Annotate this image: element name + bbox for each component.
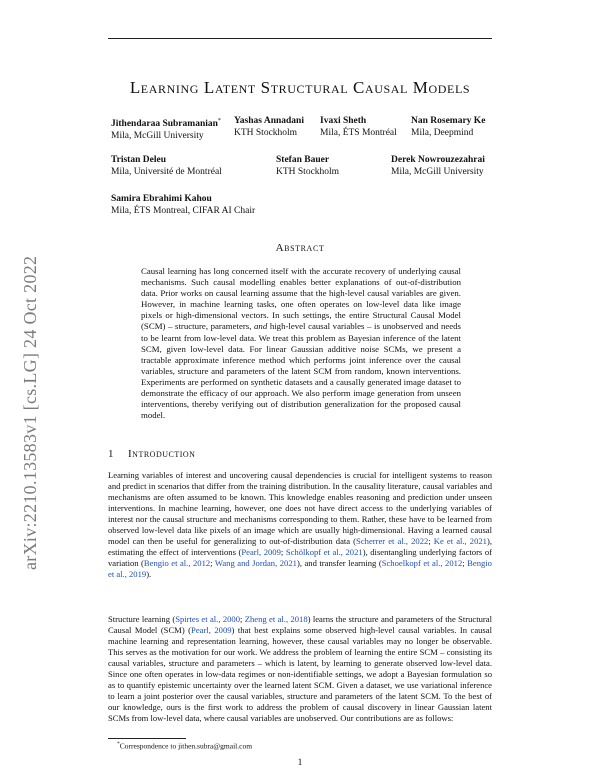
text-run: ), estimating the effect of interventions ( xyxy=(108,536,492,558)
citation-link[interactable]: Schoelkopf et al., 2012 xyxy=(381,558,463,569)
author-affiliation: Mila, McGill University xyxy=(111,131,204,142)
title-rule-top xyxy=(108,38,492,39)
footnote xyxy=(117,741,252,751)
abstract-heading: Abstract xyxy=(275,242,325,254)
text-run: ; xyxy=(210,558,215,569)
citation-link[interactable]: Wang and Jordan, 2021 xyxy=(214,558,297,569)
footnote-rule xyxy=(108,738,186,739)
section-title: Introduction xyxy=(128,448,196,460)
author-block xyxy=(111,193,255,217)
author-name: Stefan Bauer xyxy=(276,155,330,165)
text-run: Structure learning ( xyxy=(108,614,176,624)
author-block xyxy=(111,154,222,178)
abstract-part: Causal learning has long concerned itself with the accurate recovery of underlying causal mechanisms. Such causal modelling enables better explanations of out-of-distribution data. Prior works on causal learning assume that the high-level causal variables are given. However, in machine learning tasks, one often operates on low-level data like image pixels or high-dimensional vectors. In such settings, the entire Structural Causal Model (SCM) – structure, parameters, xyxy=(141,266,461,332)
intro-paragraph-2 xyxy=(108,614,492,724)
footnote-text: Correspondence to jithen.subra@gmail.com xyxy=(119,741,253,751)
author-affiliation: KTH Stockholm xyxy=(234,128,298,138)
author-name: Jithendaraa Subramanian xyxy=(111,119,218,130)
author-name: Ivaxi Sheth xyxy=(320,116,367,126)
author-name: Derek Nowrouzezahrai xyxy=(391,155,485,165)
citation-link[interactable]: Spirtes et al., 2000 xyxy=(175,614,241,624)
citation-link[interactable]: Scherrer et al., 2022 xyxy=(356,536,429,547)
intro-paragraph-1 xyxy=(108,470,492,580)
text-run: ; xyxy=(462,558,468,569)
citation-link[interactable]: Pearl, 2009 xyxy=(191,625,232,636)
citation-link[interactable]: Schölkopf et al., 2021 xyxy=(285,547,363,558)
author-block xyxy=(411,115,485,139)
author-affiliation: Mila, ÉTS Montreal, CIFAR AI Chair xyxy=(111,206,256,216)
page-number: 1 xyxy=(297,758,303,768)
author-affiliation: Mila, ÉTS Montréal xyxy=(320,128,397,138)
paper-title: Learning Latent Structural Causal Models xyxy=(129,78,471,97)
citation-link[interactable]: Pearl, 2009 xyxy=(241,547,281,558)
footnote-mark: * xyxy=(217,118,221,124)
author-block xyxy=(234,115,304,139)
footnote-mark: * xyxy=(117,741,120,747)
author-name: Samira Ebrahimi Kahou xyxy=(111,194,212,204)
text-run: ), disentangling underlying factors of variation ( xyxy=(108,547,492,569)
author-affiliation: KTH Stockholm xyxy=(276,167,340,177)
section-number: 1 xyxy=(108,448,114,460)
abstract-text xyxy=(141,266,461,421)
text-run: ; xyxy=(280,547,286,558)
author-block xyxy=(391,154,485,178)
text-run: ) learns the structure and parameters of the Structural Causal Model (SCM) ( xyxy=(108,614,492,636)
citation-link[interactable]: Zheng et al., 2018 xyxy=(244,614,308,624)
author-affiliation: Mila, Deepmind xyxy=(411,128,474,138)
text-run: Learning variables of interest and uncovering causal dependencies is crucial for intelligent systems to reason and predict in scenarios that differ from the training distribution. In the causality literature, causal variables and mechanisms are often assumed to be known. This knowledge enables reasoning and prediction under unseen interventions. In machine learning, however, one does not have direct access to the underlying variables of interest nor the causal structure and mechanisms corresponding to them. Rather, these have to be learned from observed low-level data like pixels of an image which are usually high-dimensional. Having a learned causal model can then be useful for generalizing to out-of-distribution data ( xyxy=(108,470,492,547)
author-name: Yashas Annadani xyxy=(234,116,304,126)
section-heading xyxy=(108,448,195,460)
arxiv-stamp[interactable]: arXiv:2210.13583v1 [cs.LG] 24 Oct 2022 xyxy=(20,255,40,570)
text-run: ), and transfer learning ( xyxy=(296,558,382,569)
author-affiliation: Mila, McGill University xyxy=(391,167,484,177)
abstract-emphasis: and xyxy=(254,321,268,332)
author-block xyxy=(111,115,221,142)
citation-link[interactable]: Bengio et al., 2019 xyxy=(108,558,492,580)
text-run: ; xyxy=(240,614,245,624)
author-block xyxy=(276,154,339,178)
text-run: ) that best explains some observed high-level causal variables. In causal machine learning and representation learning, however, these causal variables may no longer be observable. This serves as the motivation for our work. We address the problem of learning the entire SCM – consisting its causal variables, structure and parameters – which is latent, by learning to generate observed low-level data. Since one often operates in low-data regimes or non-identifiable settings, we adopt a Bayesian formulation so as to quantify epistemic uncertainty over the learned latent SCM. Given a dataset, we use variational inference to learn a joint posterior over the causal variables, structure and parameters of the latent SCM. To the best of our knowledge, ours is the first work to address the problem of causal discovery in linear Gaussian latent SCMs from low-level data, where causal variables are unobserved. Our contributions are as follows: xyxy=(108,625,492,724)
citation-link[interactable]: Ke et al., 2021 xyxy=(433,536,487,547)
citation-link[interactable]: Bengio et al., 2012 xyxy=(143,558,211,569)
author-affiliation: Mila, Université de Montréal xyxy=(111,167,222,177)
text-run: ). xyxy=(146,569,152,580)
text-run: ; xyxy=(428,536,434,547)
abstract-part: high-level causal variables – is unobserved and needs to be learnt from low-level data. We treat this problem as Bayesian inference of the latent SCM, given low-level data. For linear Gaussian additive noise SCMs, we present a tractable approximate inference method which performs joint inference over the causal variables, structure and parameters of the latent SCM from random, known interventions. Experiments are performed on synthetic datasets and a causally generated image dataset to demonstrate the efficacy of our approach. We also perform image generation from unseen interventions, thereby verifying out of distribution generalization for the proposed causal model. xyxy=(141,321,461,421)
author-name: Nan Rosemary Ke xyxy=(411,116,486,126)
author-name: Tristan Deleu xyxy=(111,155,166,165)
author-block xyxy=(320,115,397,139)
